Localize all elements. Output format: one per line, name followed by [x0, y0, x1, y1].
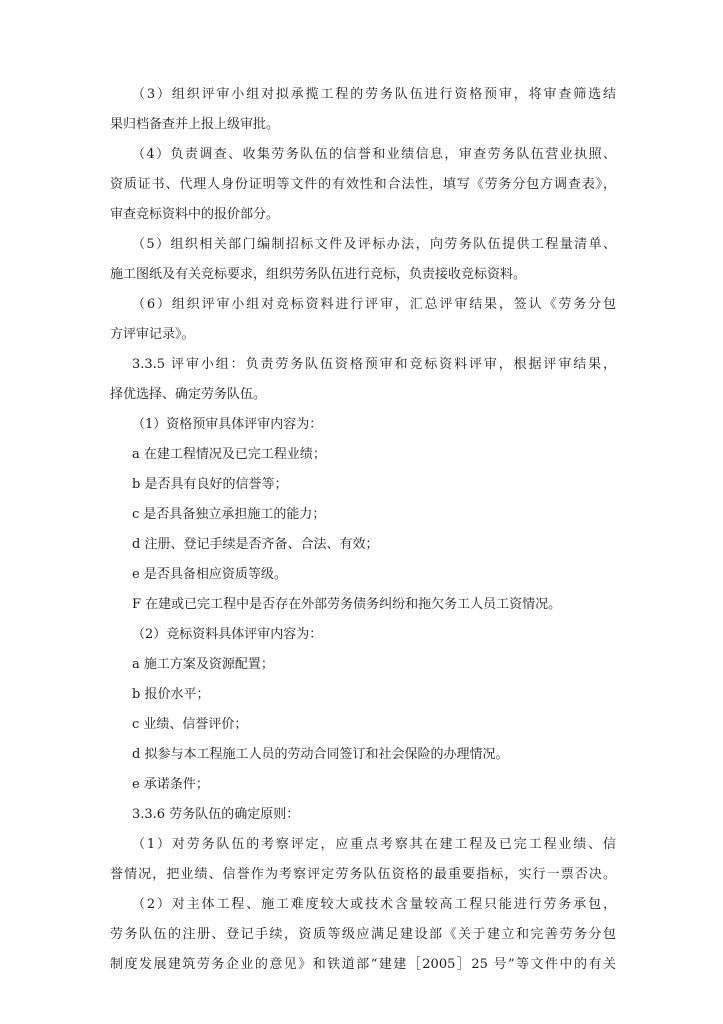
principle-1-line-1: （1）对劳务队伍的考察评定，应重点考察其在建工程及已完工程业绩、信: [132, 837, 616, 852]
bid-review-item-e: e 承诺条件；: [132, 777, 209, 792]
paragraph-6-line-1: （6）组织评审小组对竞标资料进行评审，汇总评审结果，签认《劳务分包: [132, 297, 616, 312]
principle-2-line-3: 制度发展建筑劳务企业的意见》和铁道部“建建［2005］25 号”等文件中的有关: [110, 957, 616, 972]
paragraph-4-line-3: 审查竞标资料中的报价部分。: [110, 207, 280, 222]
prequal-item-e: e 是否具备相应资质等级。: [132, 567, 287, 582]
paragraph-6-line-2: 方评审记录》。: [110, 327, 195, 342]
section-3-3-5-line-1: 3.3.5 评审小组：负责劳务队伍资格预审和竞标资料评审，根据评审结果，: [132, 357, 616, 372]
bid-review-heading: （2）竞标资料具体评审内容为：: [132, 627, 323, 642]
paragraph-4-line-1: （4）负责调查、收集劳务队伍的信誉和业绩信息，审查劳务队伍营业执照、: [132, 147, 616, 162]
principle-2-line-1: （2）对主体工程、施工难度较大或技术含量较高工程只能进行劳务承包，: [132, 897, 616, 912]
section-3-3-6-heading: 3.3.6 劳务队伍的确定原则：: [132, 807, 300, 822]
bid-review-item-c: c 业绩、信誉评价；: [132, 717, 248, 732]
principle-2-line-2: 劳务队伍的注册、登记手续，资质等级应满足建设部《关于建立和完善劳务分包: [110, 927, 616, 942]
prequal-item-d: d 注册、登记手续是否齐备、合法、有效；: [132, 537, 379, 552]
principle-1-line-2: 誉情况，把业绩、信誉作为考察评定劳务队伍资格的最重要指标，实行一票否决。: [110, 867, 616, 882]
paragraph-3-line-1: （3）组织评审小组对拟承揽工程的劳务队伍进行资格预审，将审查筛选结: [132, 87, 616, 102]
prequal-heading: （1）资格预审具体评审内容为：: [132, 417, 323, 432]
paragraph-5-line-1: （5）组织相关部门编制招标文件及评标办法，向劳务队伍提供工程量清单、: [132, 237, 616, 252]
paragraph-3-line-2: 果归档备查并上报上级审批。: [110, 117, 280, 132]
paragraph-4-line-2: 资质证书、代理人身份证明等文件的有效性和合法性，填写《劳务分包方调查表》，: [110, 177, 616, 192]
paragraph-5-line-2: 施工图纸及有关竞标要求，组织劳务队伍进行竞标，负责接收竞标资料。: [110, 267, 527, 282]
bid-review-item-b: b 报价水平；: [132, 687, 210, 702]
section-3-3-5-line-2: 择优选择、确定劳务队伍。: [110, 387, 267, 402]
prequal-item-b: b 是否具有良好的信誉等；: [132, 477, 288, 492]
bid-review-item-d: d 拟参与本工程施工人员的劳动合同签订和社会保险的办理情况。: [132, 747, 509, 762]
prequal-item-c: c 是否具备独立承担施工的能力；: [132, 507, 326, 522]
prequal-item-a: a 在建工程情况及已完工程业绩；: [132, 447, 326, 462]
prequal-item-f: F 在建或已完工程中是否存在外部劳务债务纠纷和拖欠务工人员工资情况。: [132, 597, 562, 612]
bid-review-item-a: a 施工方案及资源配置；: [132, 657, 274, 672]
